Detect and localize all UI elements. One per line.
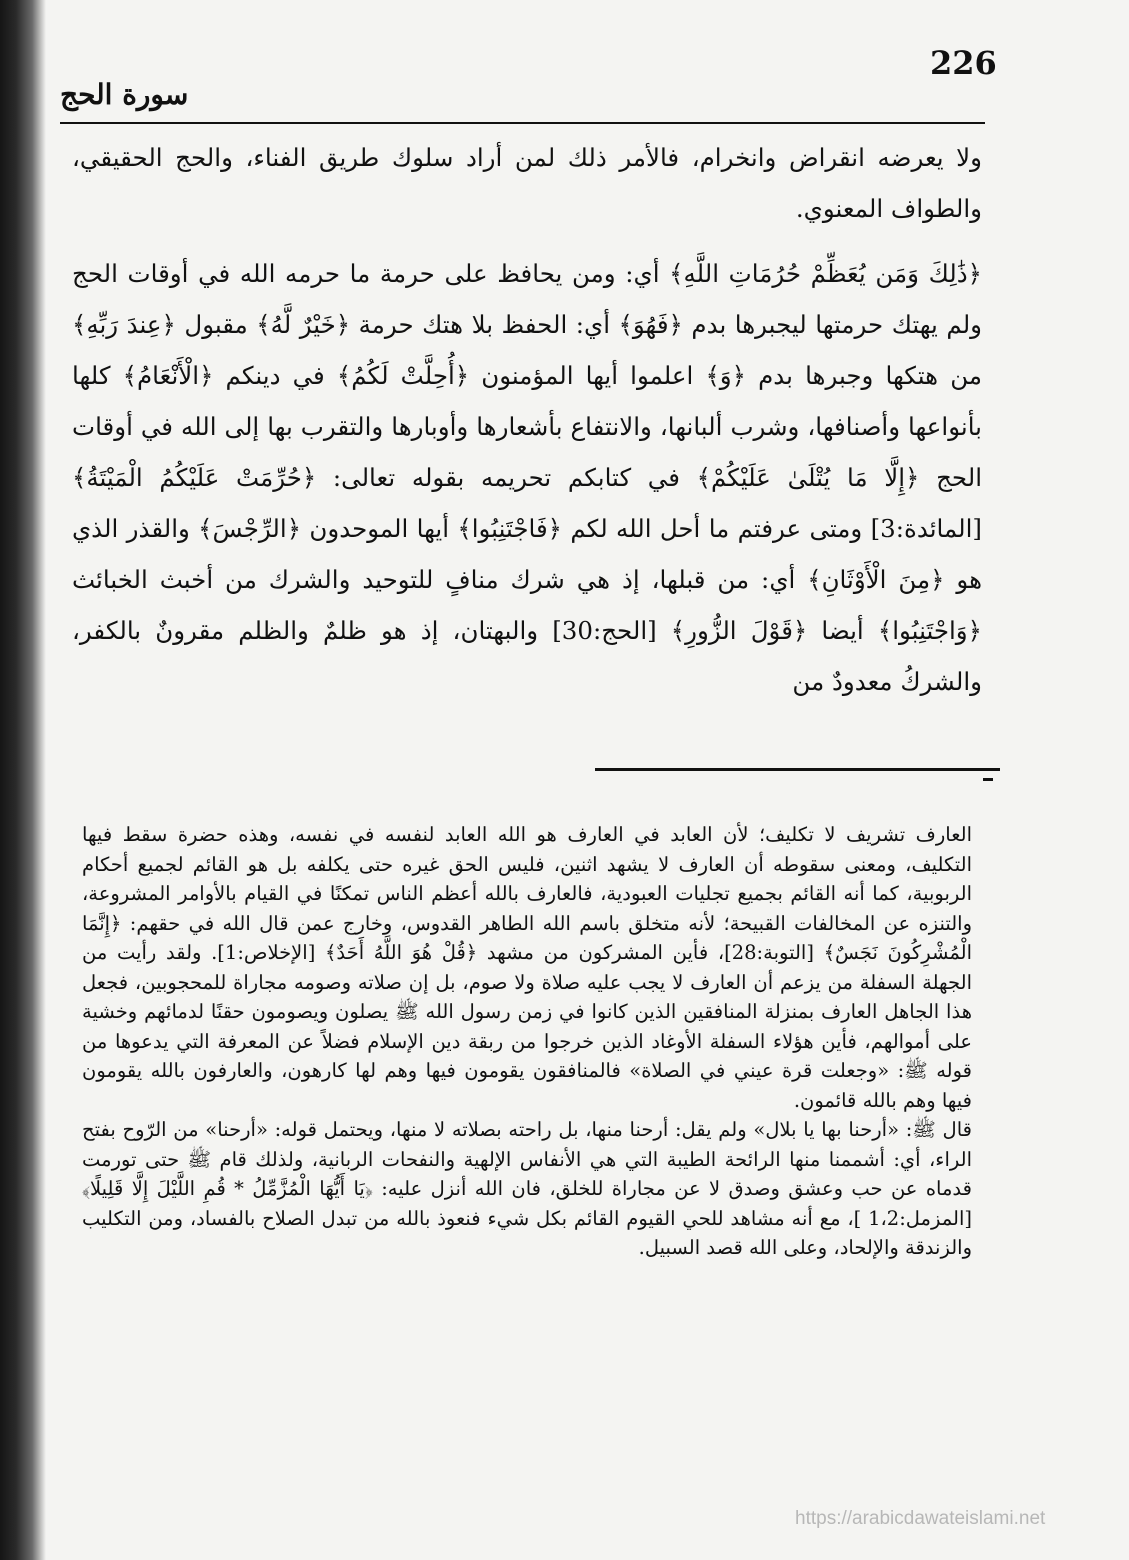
header-divider [60,122,985,124]
source-watermark: https://arabicdawateislami.net [795,1508,1046,1529]
main-paragraph: ولا يعرضه انقراض وانخرام، فالأمر ذلك لمن أراد سلوك طريق الفناء، والحج الحقيقي، والطواف المعنوي. [72,143,982,223]
footnote-divider [595,768,1000,771]
footnote-paragraph: قال ﷺ: «أرحنا بها يا بلال» ولم يقل: أرحنا منها، بل راحته بصلاته لا منها، ويحتمل قوله: «أرحنا» من الرّوح بفتح الراء، أي: أشممنا منها الرائحة الطيبة التي هي الأنفاس الإلهية والنفحات الربانية، ولذلك قام ﷺ حتى تورمت قدماه عن حب وعشق وصدق لا عن مجاراة للخلق، فان الله أنزل عليه: ﴿يَا أَيُّهَا الْمُزَّمِّلُ * قُمِ اللَّيْلَ إِلَّا قَلِيلًا﴾ [المزمل:1،2 ]، مع أنه مشاهد للحي القيوم القائم بكل شيء فنعوذ بالله من تبدل الصلاح بالفساد، ومن التكليب والزندقة والإلحاد، وعلى الله قصد السبيل. [82,1118,972,1259]
page-number: 226 [930,44,997,82]
footnote-marker [983,778,993,781]
main-paragraph: ﴿ذَٰلِكَ وَمَن يُعَظِّمْ حُرُمَاتِ اللَّهِ﴾ أي: ومن يحافظ على حرمة ما حرمه الله في أوقات الحج ولم يهتك حرمتها ليجبرها بدم ﴿فَهُوَ﴾ أي: الحفظ بلا هتك حرمة ﴿خَيْرٌ لَّهُ﴾ مقبول ﴿عِندَ رَبِّهِ﴾ من هتكها وجبرها بدم ﴿وَ﴾ اعلموا أيها المؤمنون ﴿أُحِلَّتْ لَكُمُ﴾ في دينكم ﴿الْأَنْعَامُ﴾ كلها بأنواعها وأصنافها، وشرب ألبانها، والانتفاع بأشعارها وأوبارها والتقرب بها إلى الله في أوقات الحج ﴿إِلَّا مَا يُتْلَىٰ عَلَيْكُمْ﴾ في كتابكم تحريمه بقوله تعالى: ﴿حُرِّمَتْ عَلَيْكُمُ الْمَيْتَةُ﴾ [المائدة:3] ومتى عرفتم ما أحل الله لكم ﴿فَاجْتَنِبُوا﴾ أيها الموحدون ﴿الرِّجْسَ﴾ والقذر الذي هو ﴿مِنَ الْأَوْثَانِ﴾ أي: من قبلها، إذ هي شرك منافٍ للتوحيد والشرك من أخبث الخبائث ﴿وَاجْتَنِبُوا﴾ أيضا ﴿قَوْلَ الزُّورِ﴾ [الحج:30] والبهتان، إذ هو ظلمٌ والظلم مقرونٌ بالكفر، والشركُ معدودٌ من [72,259,982,696]
main-commentary [72,132,982,707]
footnote [82,820,972,1263]
scan-shadow-edge [0,0,46,1560]
surah-title: سورة الحج [60,78,189,111]
book-page [60,0,1070,1560]
footnote-paragraph: العارف تشريف لا تكليف؛ لأن العابد في العارف هو الله العابد لنفسه في نفسه، وهذه حضرة سقط فيها التكليف، ومعنى سقوطه أن العارف لا يشهد اثنين، فليس الحق غيره حتى يكلفه بل هو القائم لجميع أحكام الربوبية، كما أنه القائم بجميع تجليات العبودية، فالعارف بالله أعظم الناس تمكنًا في القيام بالأوامر المشروعة، والتنزه عن المخالفات القبيحة؛ لأنه متخلق باسم الله الطاهر القدوس، وخارج عمن قال الله في حقهم: ﴿إِنَّمَا الْمُشْرِكُونَ نَجَسٌ﴾ [التوبة:28]، فأين المشركون من مشهد ﴿قُلْ هُوَ اللَّهُ أَحَدٌ﴾ [الإخلاص:1]. ولقد رأيت من الجهلة السفلة من يزعم أن العارف لا يجب عليه صلاة ولا صوم، بل إن صلاته وصومه مجاراة للمحجوبين، فجعل هذا الجاهل العارف بمنزلة المنافقين الذين كانوا في زمن رسول الله ﷺ يصلون ويصومون حقنًا لدمائهم وخشية على أموالهم، فأين هؤلاء السفلة الأوغاد الذين خرجوا من ربقة دين الإسلام فضلاً عن المعرفة التي يدعوها من قوله ﷺ: «وجعلت قرة عيني في الصلاة» فالمنافقون يقومون فيها وهم لها كارهون، والعارفون بالله يقومون فيها وهم بالله قائمون. [82,823,972,1112]
